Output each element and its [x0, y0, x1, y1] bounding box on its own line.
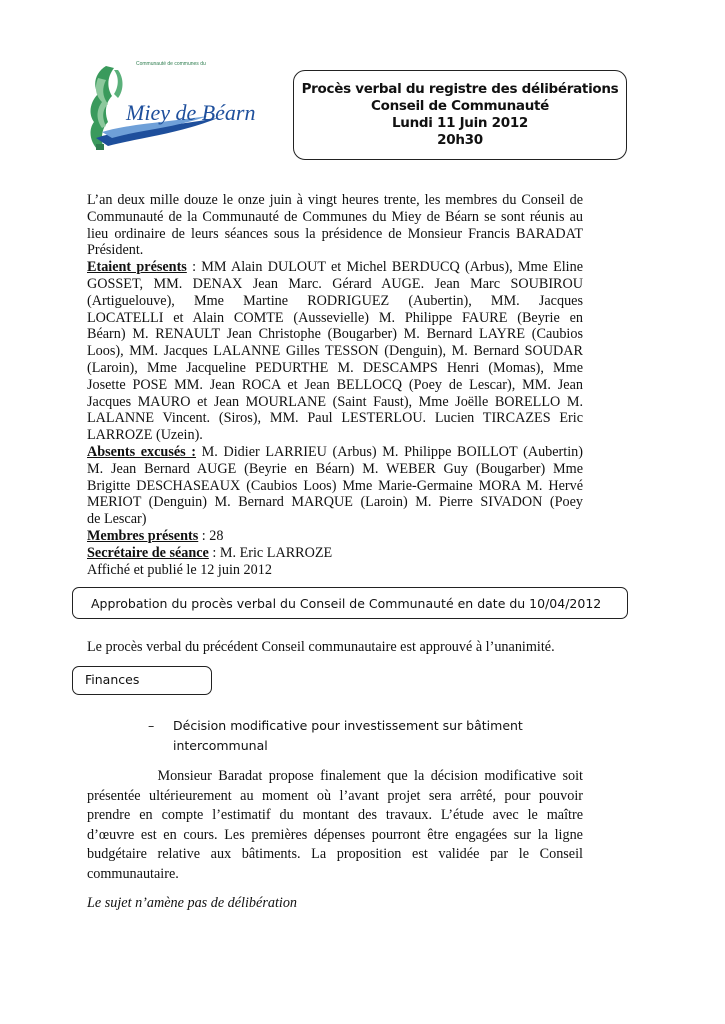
- logo: [78, 58, 256, 158]
- approbation-section-box: [72, 587, 628, 619]
- membres-line: [87, 528, 583, 545]
- intro-line: Communauté de la Communauté de Communes du Miey de Béarn se sont réunis au: [87, 208, 583, 225]
- presents-first-rest: : MM Alain DULOUT et Michel BERDUCQ (Arbus), Mme Eline: [186, 259, 584, 276]
- absents-line: de Lescar): [87, 511, 147, 528]
- membres-label: Membres présents: [87, 527, 199, 544]
- body-line: Monsieur Baradat propose finalement que la décision modificative soit: [87, 768, 583, 784]
- intro-line: lieu ordinaire de leurs séances sous la présidence de Monsieur Francis BARADAT: [87, 225, 583, 242]
- bullet-line-1: Décision modificative pour investissement sur bâtiment: [173, 718, 523, 733]
- title-line-1: Procès verbal du registre des délibérations: [301, 81, 619, 97]
- absents-first-rest: M. Didier LARRIEU (Arbus) M. Philippe BOILLOT (Aubertin): [196, 443, 583, 460]
- absents-label: Absents excusés :: [87, 443, 197, 460]
- presents-line: Béarn) M. RENAULT Jean Christophe (Bougarber) M. Bernard LAYRE (Caubios: [87, 326, 583, 343]
- logo-main-text: Miey de Béarn: [126, 100, 256, 125]
- title-line-3: Lundi 11 Juin 2012: [391, 115, 529, 131]
- title-line-4: 20h30: [437, 132, 483, 148]
- presents-first-line: [87, 259, 583, 276]
- body-line: d’œuvre est en cours. Les premières dépenses pourront être engagées sur la ligne: [87, 826, 583, 843]
- bullet-line-2: intercommunal: [173, 738, 268, 753]
- title-box: [293, 70, 627, 160]
- secretaire-line: [87, 545, 583, 562]
- bullet-dash: –: [148, 718, 155, 733]
- presents-line: LALANNE Vincent. (Siros), MM. Paul LESTERLOU. Lucien TIRCAZES Eric: [87, 410, 583, 427]
- approbation-heading: Approbation du procès verbal du Conseil de Communauté en date du 10/04/2012: [91, 596, 602, 611]
- presents-line: Josette POSE MM. Jean ROCA et Jean BELLOCQ (Poey de Lescar), MM. Jean: [87, 376, 583, 393]
- absents-first-line: [87, 444, 583, 461]
- approbation-text-block: [87, 639, 583, 656]
- presents-line: Jacques MAURO et Jean MOURLANE (Saint Faust), Mme Joëlle BORELLO M.: [87, 393, 583, 410]
- secretaire-value: : M. Eric LARROZE: [208, 544, 333, 561]
- presents-line: GOSSET, MM. DENAX Jean Marc. Gérard AUGE. Jean Marc SOUBIROU: [87, 275, 583, 292]
- absents-line: MERIOT (Denguin) M. Bernard MARQUE (Laroin) M. Pierre SIVADON (Poey: [87, 494, 583, 511]
- logo-small-text: Communauté de communes du: [136, 61, 206, 67]
- decision-paragraph: [87, 767, 583, 884]
- secretaire-label: Secrétaire de séance: [87, 544, 209, 561]
- title-line-2: Conseil de Communauté: [370, 98, 550, 114]
- finances-heading: Finances: [85, 672, 140, 687]
- membres-value: : 28: [198, 527, 224, 544]
- intro-line: L’an deux mille douze le onze juin à vingt heures trente, les membres du Conseil de: [87, 192, 583, 208]
- presents-line: Loos), MM. Jacques LALANNE Gilles TESSON (Denguin), M. Bernard SOUDAR: [87, 343, 583, 360]
- body-line: présentée ultérieurement au moment où l’avant projet sera arrêté, pour pouvoir: [87, 787, 583, 804]
- body-line: prendre en compte l’estimatif du montant des travaux. L’étude avec le maître: [87, 807, 583, 823]
- absents-line: Brigitte DESCHASEAUX (Caubios Loos) Mme Marie-Germaine MORA M. Hervé: [87, 477, 583, 494]
- attendance-block: [87, 192, 583, 578]
- presents-line: (Artiguelouve), Mme Martine RODRIGUEZ (Aubertin), MM. Jacques: [87, 292, 583, 309]
- presents-line: (Laroin), Mme Jacqueline PEDURTHE M. DESCAMPS Henri (Momas), Mme: [87, 359, 583, 376]
- finances-section-box: [72, 666, 212, 695]
- presents-line: LARROZE (Uzein).: [87, 427, 203, 444]
- body-line: budgétaire relative aux bâtiments. La proposition est validée par le Conseil: [87, 846, 583, 862]
- presents-label: Etaient présents: [87, 259, 187, 276]
- approbation-text: Le procès verbal du précédent Conseil communautaire est approuvé à l’unanimité.: [87, 639, 555, 655]
- deliberation-note: Le sujet n’amène pas de délibération: [87, 895, 298, 911]
- affiche-line: Affiché et publié le 12 juin 2012: [87, 561, 272, 578]
- body-line: communautaire.: [87, 865, 179, 882]
- intro-line: Président.: [87, 242, 144, 259]
- absents-line: M. Jean Bernard AUGE (Beyrie en Béarn) M. WEBER Guy (Bougarber) Mme: [87, 460, 583, 477]
- presents-line: LOCATELLI et Alain COMTE (Aussevielle) M. Philippe FAURE (Beyrie en: [87, 309, 583, 326]
